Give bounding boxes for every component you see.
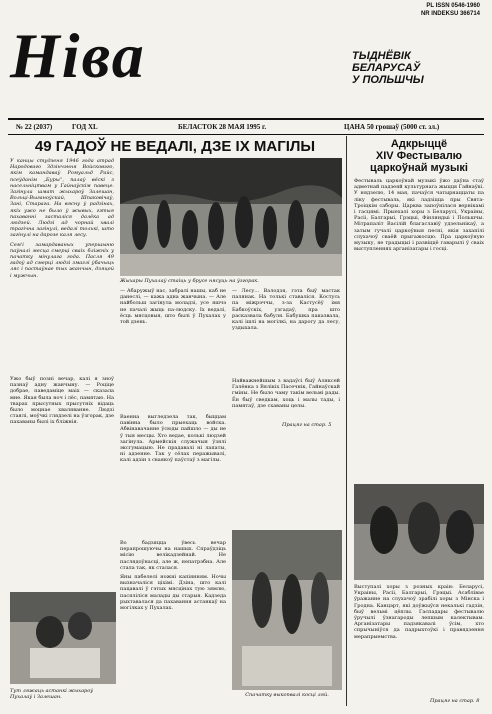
article-col-3a: [232, 288, 340, 374]
photo-caption: Жыхары Пухалаў стаіць у брусе нясуць на ўзгорак.: [120, 278, 259, 284]
article-paragraph: — Абаружыў нас, забралі нашы, каб не данеслі, — кажа адна жанчына. — Але найбольш загінула моладзі, усе яшчэ не пачалі жыць па-людску. Іх ведалі, ёсць мясцовыя, што былі ў Пухалах у той дзень.: [120, 288, 226, 326]
article-col-b1: [120, 540, 226, 690]
masthead-logo: Ніва: [10, 20, 146, 91]
photo-exhumation: [10, 592, 116, 684]
article-paragraph: Во бадзяцца ўвесь вечар перапрошуючы на нашых. Спраўдзіць місію велікадзейнай. Не паслядоўнасці, але ж, непатрэбна. Але стала так, як сталася.: [120, 540, 226, 571]
sidebar-headline-line: Адкрыццё: [390, 138, 448, 150]
issue-bar: [8, 122, 484, 133]
article-paragraph: Фестываль царкоўнай музыкі ўжо даўна стаў адметнай падзеяй культурнага жыцця Гайнаўкі. У нядзелю, 14 мая, пачаўся чатырнаццаты па ліку фестываль, які ладзіцца пры Свята-Троіцкім саборы. Царква запоўнілася вернікамі і гасцямі. Прыехалі хоры з Беларусі, Украіны, Расіі, Балгарыі, Грэцыі, Фінляндыі і Польшчы. Мітрапаліт Васілій благаславіў удзельнікаў, а затым гучалі царкоўныя песні, якія захапілі слухачоў сваёй прыгажосцю. Пра царкоўную музыку, яе традыцыі і развіццё гаварылі ў сваіх выступленнях арганізатары і госці.: [354, 178, 484, 253]
article-col-1b: [10, 376, 114, 586]
tagline-line: БЕЛАРУСАЎ: [352, 62, 421, 74]
column-divider: [346, 136, 347, 706]
photo-crowd: [120, 158, 342, 276]
sidebar-headline-line: царкоўнай музыкі: [370, 162, 468, 174]
article-col-2a: [120, 288, 226, 410]
main-headline: 49 ГАДОЎ НЕ ВЕДАЛІ, ДЗЕ ІХ МАГІЛЫ: [34, 138, 316, 155]
sidebar-continue-note: Працяг на стар. 8: [430, 698, 480, 704]
article-col-1a: [10, 158, 114, 370]
article-paragraph: Выступалі хоры з розных краін: Беларусі, Украіны, Расіі, Балгарыі, Грэцыі. Асаблівае ўражанне на слухачоў зрабілі хоры з Мінска і Гродна. Канцэрт, які доўжыўся некалькі гадзін, быў вельмі цёплы. Гаспадары фестывалю ўручылі ўзнагароды лепшым калектывам. Арганізатары падзякавалі ўсім, хто спрычыніўся да падрыхтоўкі і правядзення мерапрыемства.: [354, 584, 484, 640]
photo-digging: [232, 530, 342, 690]
photo-choir: [354, 484, 484, 580]
tagline-line: У ПОЛЬШЧЫ: [352, 74, 424, 86]
continue-note: Працяг на стар. 5: [282, 422, 332, 428]
sidebar-text-b: [354, 584, 484, 696]
issue-price: ЦАНА 50 грошаў (5000 ст. зл.): [344, 123, 440, 131]
photo-caption: Спачатку выкопвалі косці ляй.: [245, 692, 329, 698]
issue-year: ГОД XL: [72, 123, 98, 131]
article-paragraph: Сем'і замардаваных упершыню паўналі месца смерці сваіх бліжніх у пачатку мінулага года. Пасля 49 гадоў ад смерці людзі змаглі ўбачыць ляс і пастаўнае тых жанчын, дзяцей і мужчын.: [10, 241, 114, 279]
issue-date: БЕЛАСТОК 28 МАЯ 1995 г.: [178, 123, 267, 131]
issue-number: № 22 (2037): [16, 123, 53, 131]
masthead-rule: [8, 118, 484, 120]
issn-number: PL ISSN 0546-1960: [426, 3, 480, 9]
article-col-2b: [120, 414, 226, 534]
sidebar-headline-line: XIV Фестывалю: [375, 150, 463, 162]
article-paragraph: Яны пабелелі ножні капіянням. Ночы вызначаліся ціхімі. Дзіна, што калі пацавалі ў гэтых мясцінах тую зямлю, пасяліліся малады ды старыя. Кадзеда рыхтавалася да пахавання астанкаў на могілках у Пухалах.: [120, 574, 226, 612]
photo-caption: Тут ляжаць астанкі жыхароў Пухалаў і Залешан.: [10, 688, 94, 700]
article-paragraph: Найважнейшым з вадаўсі быў Аляксей Галёнка з Вялікіх Пасечнік, Гайнаўскай гміны. Не было чаму такім вельмі рады. Ён быў сведкам, хоць і малы тады, і памятаў, дзе схаваны целы.: [232, 378, 340, 409]
article-col-3b: [232, 378, 340, 418]
article-paragraph: У канцы студзеня 1946 года атрад Народовэго Здзінчэння Войсковэго, якім камандаваў Ромуальд Райс, псеўданім „Буры“, палаў вёскі з насельніцтвам у Гайнаўскім павеце. Загінула шмат жыхароў Залешан, Вольці-Выганоўскай, Шпаковічаў, Зані, Старага. На вясну ў радзінах, якіх ужо не было ў жывых, гэтыя пахаванні засталіся далёка ад людзей. Людзі ад чорнай хвалі трагічна загінулі, ведалі толькі, што загінулі на дарозе каля лесу.: [10, 158, 114, 239]
article-paragraph: Ваенна выгледзела так, быццам павінна было прыехаць войска. Абвінавачанне ўсюды пайшло — ды не ў тыя месцы. Хто ведае, колькі людзей загінула. Армейскія служачыя ўзялі эксгумацыю. Не прадавалі ні лапаты, ні адзенне. Так у сёлах перажывалі, калі адзін з сваякоў паўстаў з магілы.: [120, 414, 226, 464]
masthead-tagline: [352, 50, 472, 86]
article-paragraph: Ужо быў позні вечар, калі я зноў пазнаў адну жанчыну. — Роціце добрае, паведаміце маіх — сказала мне. Якая была ноч і лёс, памятаю. На тварах прысутных прысутніх відаць было моцнае хваляванне. Людзі стаялі, моўчкі глядзелі на ўзгорак, дзе пахаваны былі іх бліжнія.: [10, 376, 114, 426]
article-paragraph: — Лесу... Валодзя, гэта быў мастак палянак. На толькі ставаліся. Костусь па міжрэччы, з-за Кастусёў імя Бабкоўскіх, узгадаў, пра што расказвала бабуля. Бабушка паказвала, калі ішлі на могілкі, на дарогу да лесу, уздыхала.: [232, 288, 340, 332]
issue-rule: [8, 134, 484, 135]
sidebar-headline: [354, 138, 484, 174]
sidebar-text-a: [354, 178, 484, 480]
tagline-line: ТЫДНЁВІК: [352, 50, 411, 62]
index-number: NR INDEKSU 366714: [420, 11, 480, 17]
issn-block: [360, 2, 480, 18]
